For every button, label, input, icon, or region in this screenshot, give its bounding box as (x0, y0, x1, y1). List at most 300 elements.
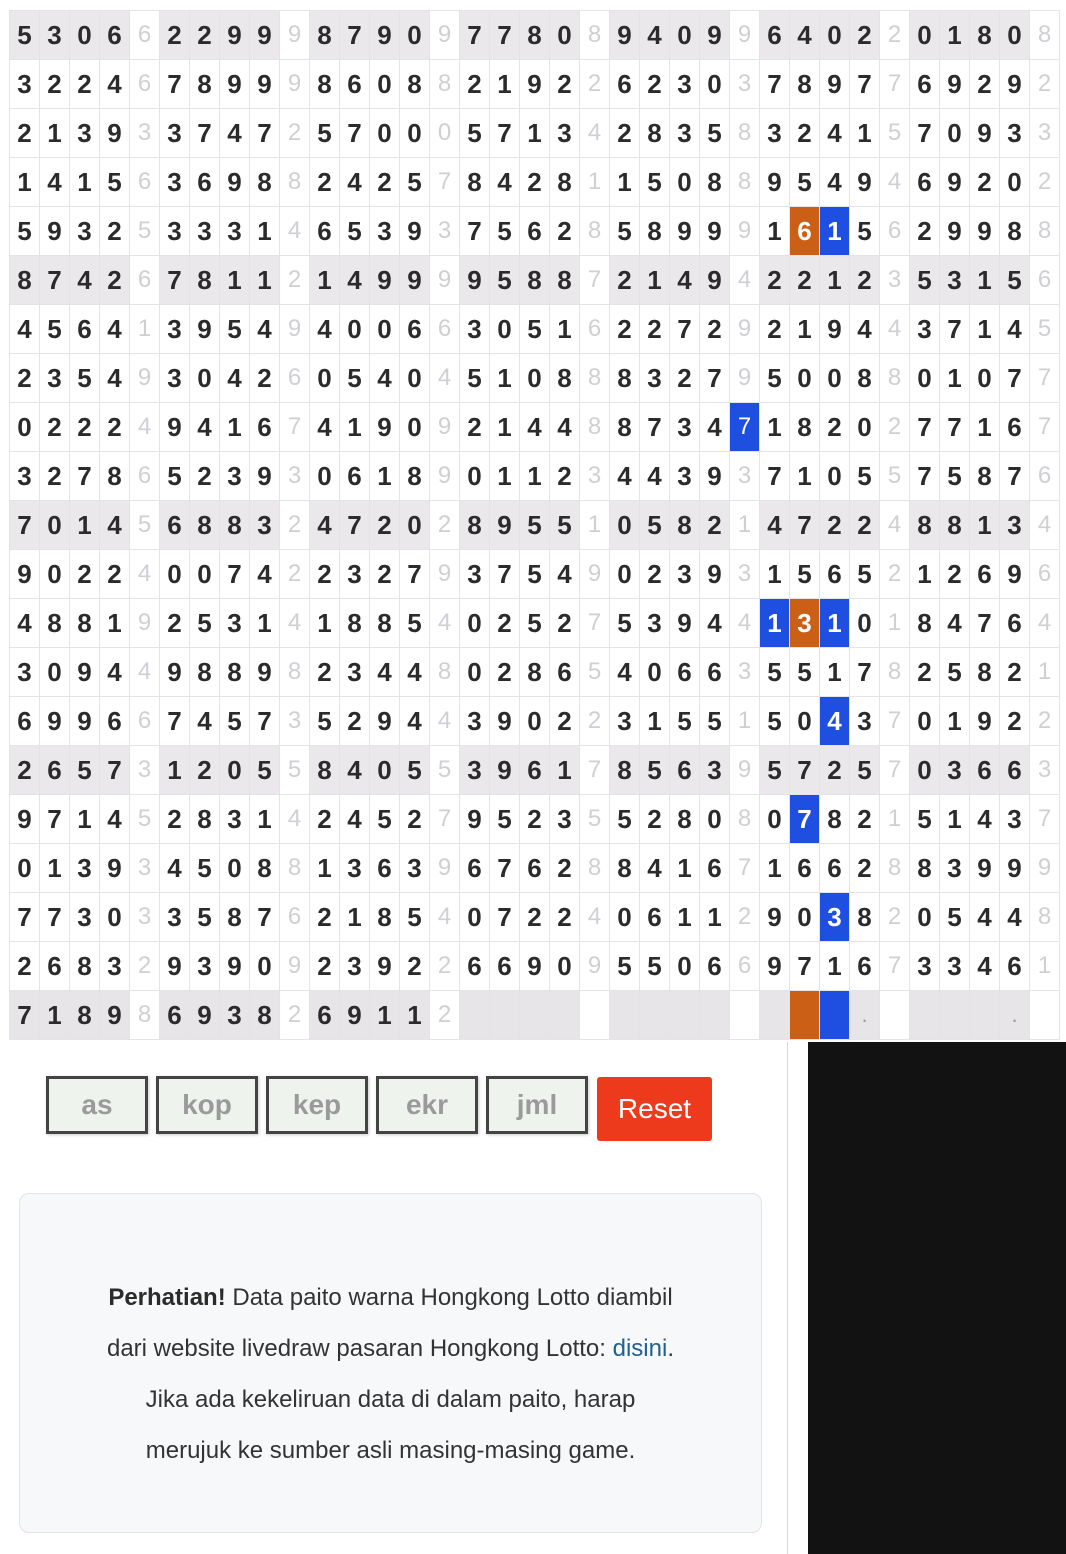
digit-cell[interactable]: 4 (550, 403, 580, 452)
digit-cell[interactable]: 1 (760, 550, 790, 599)
digit-cell[interactable]: 0 (520, 697, 550, 746)
digit-cell[interactable] (910, 991, 940, 1040)
digit-cell[interactable]: 0 (190, 550, 220, 599)
digit-cell[interactable]: 9 (970, 844, 1000, 893)
digit-cell[interactable]: 7 (910, 403, 940, 452)
digit-cell[interactable]: 5 (340, 207, 370, 256)
separator-cell[interactable]: 5 (130, 501, 160, 550)
digit-cell[interactable]: 2 (550, 599, 580, 648)
separator-cell[interactable]: 5 (580, 795, 610, 844)
separator-cell[interactable]: 3 (430, 207, 460, 256)
digit-cell[interactable]: 4 (250, 550, 280, 599)
digit-cell[interactable]: 9 (370, 256, 400, 305)
digit-cell[interactable]: 7 (790, 746, 820, 795)
digit-cell[interactable]: 5 (520, 305, 550, 354)
digit-cell[interactable]: 2 (340, 697, 370, 746)
digit-cell[interactable]: 5 (760, 354, 790, 403)
digit-cell[interactable]: 2 (550, 893, 580, 942)
digit-cell[interactable]: 6 (700, 844, 730, 893)
digit-cell[interactable]: 8 (310, 746, 340, 795)
digit-cell[interactable]: 7 (340, 109, 370, 158)
digit-cell[interactable]: 6 (700, 942, 730, 991)
separator-cell[interactable]: 9 (730, 305, 760, 354)
digit-cell[interactable]: 3 (160, 109, 190, 158)
digit-cell[interactable]: 6 (670, 746, 700, 795)
digit-cell[interactable]: 9 (520, 942, 550, 991)
digit-cell[interactable]: 1 (940, 354, 970, 403)
digit-cell[interactable]: 4 (400, 697, 430, 746)
digit-cell[interactable]: 9 (160, 403, 190, 452)
digit-cell[interactable]: 2 (70, 60, 100, 109)
digit-cell[interactable]: 7 (940, 403, 970, 452)
separator-cell[interactable]: 8 (580, 403, 610, 452)
digit-cell[interactable]: 8 (460, 158, 490, 207)
digit-cell[interactable]: 9 (940, 158, 970, 207)
digit-cell[interactable]: 9 (490, 501, 520, 550)
digit-cell[interactable]: 5 (400, 746, 430, 795)
digit-cell[interactable]: 7 (1000, 354, 1030, 403)
digit-cell[interactable]: 5 (610, 207, 640, 256)
digit-cell[interactable]: 4 (340, 256, 370, 305)
digit-cell[interactable]: 7 (460, 207, 490, 256)
separator-cell[interactable]: 2 (730, 893, 760, 942)
digit-cell[interactable]: 6 (100, 697, 130, 746)
separator-cell[interactable]: 5 (580, 648, 610, 697)
digit-cell[interactable]: 3 (190, 207, 220, 256)
separator-cell[interactable]: 9 (730, 11, 760, 60)
separator-cell[interactable]: 9 (430, 844, 460, 893)
digit-cell[interactable]: 3 (10, 452, 40, 501)
separator-cell[interactable]: 3 (130, 844, 160, 893)
digit-cell[interactable]: 5 (190, 844, 220, 893)
separator-cell[interactable]: 9 (730, 354, 760, 403)
digit-cell[interactable]: 2 (490, 599, 520, 648)
digit-cell[interactable]: 1 (820, 648, 850, 697)
digit-cell[interactable]: 4 (400, 648, 430, 697)
separator-cell[interactable]: 4 (580, 893, 610, 942)
separator-cell[interactable]: 9 (580, 942, 610, 991)
digit-cell[interactable]: 4 (190, 697, 220, 746)
digit-cell[interactable]: 8 (70, 942, 100, 991)
digit-cell[interactable]: 0 (610, 501, 640, 550)
separator-cell[interactable]: 6 (1030, 256, 1060, 305)
digit-cell[interactable]: 7 (70, 452, 100, 501)
separator-cell[interactable]: 5 (130, 207, 160, 256)
separator-cell[interactable]: 2 (1030, 60, 1060, 109)
digit-cell[interactable]: 1 (40, 991, 70, 1040)
digit-cell[interactable]: 2 (550, 697, 580, 746)
digit-cell[interactable]: 3 (220, 991, 250, 1040)
digit-cell[interactable]: 6 (370, 844, 400, 893)
digit-cell[interactable]: 2 (10, 354, 40, 403)
digit-cell[interactable]: 2 (520, 158, 550, 207)
digit-cell[interactable]: 9 (10, 795, 40, 844)
digit-cell[interactable]: 8 (10, 256, 40, 305)
digit-cell[interactable]: 6 (760, 11, 790, 60)
digit-cell[interactable]: 2 (310, 648, 340, 697)
digit-cell[interactable]: 4 (820, 697, 850, 746)
digit-cell[interactable]: 1 (820, 599, 850, 648)
digit-cell[interactable]: 4 (340, 158, 370, 207)
digit-cell[interactable]: 5 (940, 452, 970, 501)
digit-cell[interactable]: 3 (940, 942, 970, 991)
digit-cell[interactable]: 9 (250, 452, 280, 501)
digit-cell[interactable] (520, 991, 550, 1040)
digit-cell[interactable]: 2 (370, 550, 400, 599)
digit-cell[interactable]: 9 (370, 697, 400, 746)
digit-cell[interactable]: 9 (700, 256, 730, 305)
separator-cell[interactable]: 1 (880, 599, 910, 648)
digit-cell[interactable]: 5 (550, 501, 580, 550)
digit-cell[interactable]: 4 (520, 403, 550, 452)
digit-cell[interactable] (460, 991, 490, 1040)
digit-cell[interactable]: 1 (610, 158, 640, 207)
separator-cell[interactable]: 2 (130, 942, 160, 991)
digit-cell[interactable]: 8 (400, 60, 430, 109)
digit-cell[interactable]: 5 (10, 11, 40, 60)
separator-cell[interactable]: 9 (1030, 844, 1060, 893)
digit-cell[interactable]: 0 (550, 11, 580, 60)
digit-cell[interactable]: 1 (820, 256, 850, 305)
separator-cell[interactable]: 2 (880, 11, 910, 60)
separator-cell[interactable]: 4 (880, 501, 910, 550)
separator-cell[interactable]: 7 (1030, 354, 1060, 403)
separator-cell[interactable]: 2 (880, 550, 910, 599)
digit-cell[interactable]: 4 (250, 305, 280, 354)
as-input[interactable]: as (46, 1076, 148, 1134)
digit-cell[interactable]: 6 (1000, 746, 1030, 795)
separator-cell[interactable]: 3 (730, 550, 760, 599)
digit-cell[interactable]: 2 (610, 109, 640, 158)
separator-cell[interactable]: 6 (130, 697, 160, 746)
digit-cell[interactable]: 3 (760, 109, 790, 158)
separator-cell[interactable] (580, 991, 610, 1040)
digit-cell[interactable]: 3 (400, 844, 430, 893)
digit-cell[interactable]: 6 (40, 746, 70, 795)
digit-cell[interactable]: 0 (910, 697, 940, 746)
digit-cell[interactable]: 0 (400, 109, 430, 158)
digit-cell[interactable]: 7 (10, 501, 40, 550)
digit-cell[interactable]: 3 (790, 599, 820, 648)
separator-cell[interactable] (1030, 991, 1060, 1040)
digit-cell[interactable]: 0 (400, 501, 430, 550)
digit-cell[interactable]: 7 (220, 550, 250, 599)
digit-cell[interactable]: 8 (100, 452, 130, 501)
digit-cell[interactable]: 2 (610, 305, 640, 354)
digit-cell[interactable]: 1 (910, 550, 940, 599)
digit-cell[interactable] (820, 991, 850, 1040)
digit-cell[interactable]: 1 (970, 256, 1000, 305)
separator-cell[interactable]: 1 (130, 305, 160, 354)
digit-cell[interactable]: 2 (850, 795, 880, 844)
separator-cell[interactable]: 1 (580, 158, 610, 207)
digit-cell[interactable]: 4 (220, 109, 250, 158)
separator-cell[interactable]: 6 (430, 305, 460, 354)
digit-cell[interactable]: 7 (970, 599, 1000, 648)
digit-cell[interactable]: . (850, 991, 880, 1040)
digit-cell[interactable]: 8 (250, 991, 280, 1040)
separator-cell[interactable]: 2 (1030, 158, 1060, 207)
digit-cell[interactable]: 6 (640, 893, 670, 942)
digit-cell[interactable]: 9 (700, 207, 730, 256)
digit-cell[interactable]: 7 (40, 256, 70, 305)
separator-cell[interactable]: 2 (580, 697, 610, 746)
separator-cell[interactable]: 7 (880, 60, 910, 109)
digit-cell[interactable]: 2 (910, 648, 940, 697)
digit-cell[interactable]: 3 (160, 893, 190, 942)
digit-cell[interactable]: 4 (820, 158, 850, 207)
digit-cell[interactable]: 5 (520, 501, 550, 550)
digit-cell[interactable]: 0 (790, 354, 820, 403)
digit-cell[interactable]: 0 (250, 942, 280, 991)
digit-cell[interactable]: 5 (40, 305, 70, 354)
digit-cell[interactable]: 5 (100, 158, 130, 207)
digit-cell[interactable]: 7 (850, 648, 880, 697)
digit-cell[interactable]: 1 (970, 305, 1000, 354)
digit-cell[interactable]: 3 (340, 942, 370, 991)
digit-cell[interactable]: 4 (160, 844, 190, 893)
digit-cell[interactable]: 8 (610, 844, 640, 893)
digit-cell[interactable]: 1 (490, 452, 520, 501)
digit-cell[interactable]: 4 (850, 305, 880, 354)
digit-cell[interactable]: 3 (670, 109, 700, 158)
separator-cell[interactable]: 9 (280, 60, 310, 109)
digit-cell[interactable]: 3 (640, 599, 670, 648)
digit-cell[interactable]: 1 (820, 942, 850, 991)
digit-cell[interactable]: 8 (910, 599, 940, 648)
digit-cell[interactable]: 8 (970, 11, 1000, 60)
digit-cell[interactable]: 7 (160, 697, 190, 746)
digit-cell[interactable]: 0 (40, 501, 70, 550)
digit-cell[interactable]: 5 (220, 697, 250, 746)
digit-cell[interactable]: 6 (790, 844, 820, 893)
separator-cell[interactable]: 4 (430, 599, 460, 648)
digit-cell[interactable]: 2 (1000, 697, 1030, 746)
digit-cell[interactable]: 1 (310, 599, 340, 648)
digit-cell[interactable]: 4 (100, 60, 130, 109)
digit-cell[interactable]: 9 (700, 11, 730, 60)
digit-cell[interactable]: 1 (250, 795, 280, 844)
separator-cell[interactable]: 8 (730, 795, 760, 844)
separator-cell[interactable]: 8 (580, 844, 610, 893)
digit-cell[interactable]: 8 (550, 256, 580, 305)
digit-cell[interactable]: 2 (790, 109, 820, 158)
digit-cell[interactable]: 0 (820, 354, 850, 403)
digit-cell[interactable]: 8 (610, 746, 640, 795)
digit-cell[interactable]: 4 (970, 893, 1000, 942)
digit-cell[interactable]: 0 (700, 60, 730, 109)
digit-cell[interactable]: 2 (70, 403, 100, 452)
digit-cell[interactable]: 5 (850, 452, 880, 501)
digit-cell[interactable]: 4 (610, 452, 640, 501)
digit-cell[interactable]: 7 (250, 893, 280, 942)
digit-cell[interactable]: 4 (10, 599, 40, 648)
digit-cell[interactable]: 3 (190, 942, 220, 991)
digit-cell[interactable]: 5 (250, 746, 280, 795)
digit-cell[interactable]: 0 (460, 452, 490, 501)
digit-cell[interactable]: 5 (700, 109, 730, 158)
digit-cell[interactable]: 9 (460, 795, 490, 844)
digit-cell[interactable]: 5 (760, 697, 790, 746)
separator-cell[interactable]: 4 (280, 795, 310, 844)
separator-cell[interactable]: 6 (730, 942, 760, 991)
digit-cell[interactable]: 5 (70, 746, 100, 795)
digit-cell[interactable]: 4 (70, 256, 100, 305)
separator-cell[interactable]: 4 (1030, 501, 1060, 550)
digit-cell[interactable]: 2 (10, 942, 40, 991)
digit-cell[interactable]: 1 (310, 844, 340, 893)
digit-cell[interactable]: 1 (400, 991, 430, 1040)
digit-cell[interactable]: 5 (790, 550, 820, 599)
digit-cell[interactable]: 2 (940, 550, 970, 599)
digit-cell[interactable]: 9 (40, 697, 70, 746)
digit-cell[interactable]: 5 (220, 305, 250, 354)
separator-cell[interactable]: 5 (880, 452, 910, 501)
digit-cell[interactable]: 0 (100, 893, 130, 942)
digit-cell[interactable]: 1 (550, 746, 580, 795)
separator-cell[interactable]: 7 (580, 599, 610, 648)
separator-cell[interactable] (880, 991, 910, 1040)
digit-cell[interactable]: 7 (490, 893, 520, 942)
digit-cell[interactable]: 5 (190, 599, 220, 648)
separator-cell[interactable]: 8 (730, 109, 760, 158)
digit-cell[interactable]: 2 (40, 60, 70, 109)
separator-cell[interactable]: 4 (430, 893, 460, 942)
digit-cell[interactable]: 0 (850, 403, 880, 452)
digit-cell[interactable]: 2 (640, 60, 670, 109)
digit-cell[interactable]: 5 (310, 697, 340, 746)
digit-cell[interactable]: 8 (790, 60, 820, 109)
digit-cell[interactable]: 6 (1000, 942, 1030, 991)
separator-cell[interactable]: 4 (280, 207, 310, 256)
digit-cell[interactable] (940, 991, 970, 1040)
digit-cell[interactable] (550, 991, 580, 1040)
digit-cell[interactable]: 0 (490, 305, 520, 354)
digit-cell[interactable]: 7 (790, 501, 820, 550)
digit-cell[interactable]: 1 (760, 403, 790, 452)
digit-cell[interactable]: 2 (310, 550, 340, 599)
digit-cell[interactable]: 1 (760, 599, 790, 648)
separator-cell[interactable]: 3 (880, 256, 910, 305)
digit-cell[interactable]: 1 (640, 697, 670, 746)
digit-cell[interactable]: 8 (610, 403, 640, 452)
digit-cell[interactable]: 2 (40, 403, 70, 452)
digit-cell[interactable]: 3 (1000, 795, 1030, 844)
separator-cell[interactable]: 6 (1030, 550, 1060, 599)
separator-cell[interactable]: 8 (280, 158, 310, 207)
digit-cell[interactable]: 5 (640, 501, 670, 550)
digit-cell[interactable]: 1 (700, 893, 730, 942)
digit-cell[interactable]: 4 (100, 648, 130, 697)
digit-cell[interactable]: 8 (400, 452, 430, 501)
separator-cell[interactable]: 7 (880, 942, 910, 991)
digit-cell[interactable]: 3 (220, 599, 250, 648)
digit-cell[interactable]: 5 (400, 893, 430, 942)
digit-cell[interactable]: 3 (40, 354, 70, 403)
digit-cell[interactable]: 9 (10, 550, 40, 599)
digit-cell[interactable]: 2 (310, 795, 340, 844)
separator-cell[interactable]: 9 (430, 256, 460, 305)
digit-cell[interactable]: 9 (100, 991, 130, 1040)
digit-cell[interactable]: 7 (160, 256, 190, 305)
digit-cell[interactable]: 2 (460, 60, 490, 109)
digit-cell[interactable]: 2 (850, 844, 880, 893)
digit-cell[interactable]: 2 (370, 158, 400, 207)
separator-cell[interactable]: 7 (1030, 403, 1060, 452)
digit-cell[interactable]: 5 (460, 354, 490, 403)
digit-cell[interactable]: 3 (160, 158, 190, 207)
digit-cell[interactable]: 4 (550, 550, 580, 599)
digit-cell[interactable]: 0 (760, 795, 790, 844)
digit-cell[interactable]: 0 (910, 354, 940, 403)
ekr-input[interactable]: ekr (376, 1076, 478, 1134)
digit-cell[interactable]: 9 (400, 207, 430, 256)
digit-cell[interactable]: 8 (340, 599, 370, 648)
separator-cell[interactable]: 8 (1030, 207, 1060, 256)
digit-cell[interactable]: 1 (550, 305, 580, 354)
digit-cell[interactable]: 9 (820, 60, 850, 109)
separator-cell[interactable]: 3 (280, 452, 310, 501)
digit-cell[interactable]: 2 (490, 648, 520, 697)
digit-cell[interactable]: 5 (490, 256, 520, 305)
digit-cell[interactable]: 0 (220, 746, 250, 795)
digit-cell[interactable]: 7 (460, 11, 490, 60)
digit-cell[interactable]: 3 (670, 403, 700, 452)
digit-cell[interactable]: 1 (340, 403, 370, 452)
digit-cell[interactable]: 5 (850, 550, 880, 599)
digit-cell[interactable]: 0 (10, 844, 40, 893)
digit-cell[interactable]: 6 (670, 648, 700, 697)
digit-cell[interactable]: 5 (760, 648, 790, 697)
digit-cell[interactable]: 1 (310, 256, 340, 305)
digit-cell[interactable]: 0 (790, 697, 820, 746)
separator-cell[interactable]: 7 (880, 746, 910, 795)
digit-cell[interactable]: 8 (190, 648, 220, 697)
separator-cell[interactable]: 2 (430, 942, 460, 991)
digit-cell[interactable]: 0 (460, 893, 490, 942)
digit-cell[interactable]: 9 (70, 697, 100, 746)
digit-cell[interactable]: 8 (940, 501, 970, 550)
digit-cell[interactable]: 1 (490, 403, 520, 452)
digit-cell[interactable]: 9 (160, 942, 190, 991)
digit-cell[interactable]: 4 (100, 795, 130, 844)
separator-cell[interactable]: 8 (430, 60, 460, 109)
digit-cell[interactable]: 4 (640, 452, 670, 501)
digit-cell[interactable]: 2 (760, 256, 790, 305)
digit-cell[interactable]: 6 (310, 207, 340, 256)
separator-cell[interactable]: 5 (880, 109, 910, 158)
digit-cell[interactable]: 1 (760, 207, 790, 256)
digit-cell[interactable]: 2 (550, 60, 580, 109)
digit-cell[interactable]: 9 (820, 305, 850, 354)
digit-cell[interactable]: 9 (940, 60, 970, 109)
digit-cell[interactable]: 2 (370, 501, 400, 550)
digit-cell[interactable]: 1 (370, 452, 400, 501)
digit-cell[interactable]: 1 (520, 109, 550, 158)
digit-cell[interactable]: 9 (220, 60, 250, 109)
digit-cell[interactable]: 2 (640, 305, 670, 354)
digit-cell[interactable]: 1 (40, 109, 70, 158)
digit-cell[interactable]: 2 (160, 11, 190, 60)
digit-cell[interactable]: 0 (820, 452, 850, 501)
digit-cell[interactable]: 8 (520, 648, 550, 697)
separator-cell[interactable]: 8 (280, 844, 310, 893)
digit-cell[interactable]: 2 (970, 158, 1000, 207)
separator-cell[interactable]: 8 (1030, 11, 1060, 60)
digit-cell[interactable]: 3 (460, 746, 490, 795)
digit-cell[interactable]: 8 (70, 991, 100, 1040)
digit-cell[interactable]: 6 (400, 305, 430, 354)
